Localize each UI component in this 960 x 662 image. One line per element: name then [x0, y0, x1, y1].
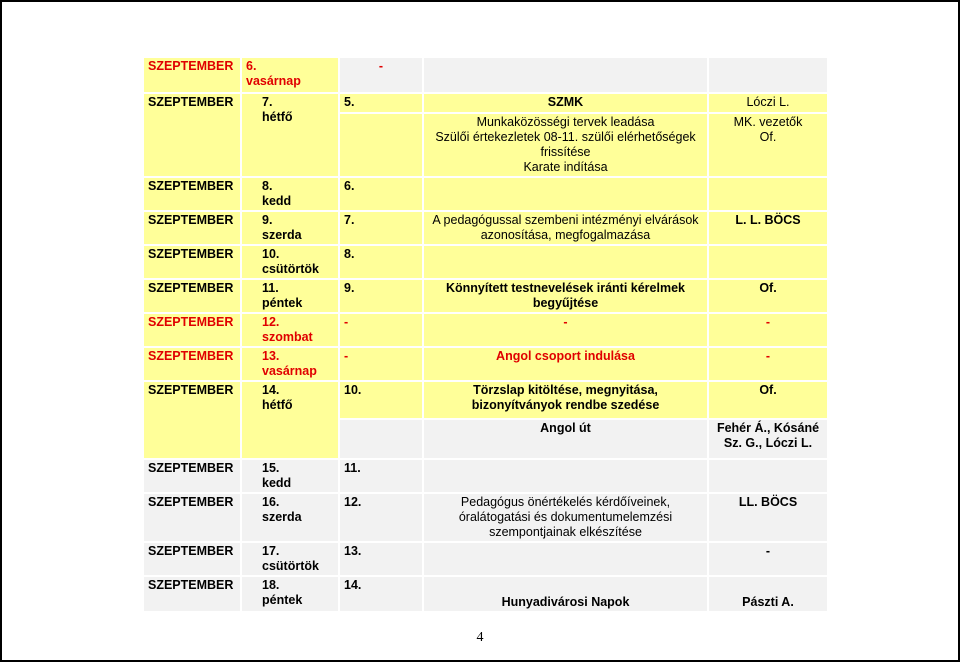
table-row — [144, 58, 827, 92]
responsible-cell: - — [709, 348, 827, 380]
day-cell: 15. kedd — [242, 460, 338, 492]
month-cell: SZEPTEMBER — [144, 494, 240, 541]
responsible-cell: - — [709, 543, 827, 575]
event-cell — [424, 246, 707, 278]
table-row — [144, 460, 827, 492]
event-cell: Könnyített testnevelések iránti kérelmek begyűjtése — [424, 280, 707, 312]
event-cell: Törzslap kitöltése, megnyitása, bizonyítványok rendbe szedése — [424, 382, 707, 418]
number-cell: 13. — [340, 543, 422, 575]
page-number: 4 — [476, 630, 484, 645]
responsible-cell: Pászti A. — [709, 577, 827, 611]
table-row — [144, 314, 827, 346]
table-row — [144, 382, 827, 418]
number-cell: 7. — [340, 212, 422, 244]
month-cell: SZEPTEMBER — [144, 212, 240, 244]
event-cell — [424, 178, 707, 210]
event-cell: SZMK — [424, 94, 707, 112]
day-cell: 8. kedd — [242, 178, 338, 210]
event-cell — [424, 58, 707, 92]
day-cell: 12. szombat — [242, 314, 338, 346]
table-row — [144, 543, 827, 575]
table-row — [144, 212, 827, 244]
number-cell: 8. — [340, 246, 422, 278]
number-cell: 9. — [340, 280, 422, 312]
month-cell: SZEPTEMBER — [144, 348, 240, 380]
number-cell: - — [340, 314, 422, 346]
day-cell: 10. csütörtök — [242, 246, 338, 278]
responsible-cell: Of. — [709, 382, 827, 418]
responsible-cell: Fehér Á., Kósáné Sz. G., Lóczi L. — [709, 420, 827, 458]
responsible-cell — [709, 246, 827, 278]
responsible-cell — [709, 178, 827, 210]
event-cell: A pedagógussal szembeni intézményi elvárások azonosítása, megfogalmazása — [424, 212, 707, 244]
day-cell: 9. szerda — [242, 212, 338, 244]
responsible-cell: Lóczi L. — [709, 94, 827, 112]
table-row — [144, 577, 827, 611]
event-cell — [424, 460, 707, 492]
day-cell: 17. csütörtök — [242, 543, 338, 575]
responsible-cell: - — [709, 314, 827, 346]
table-row — [144, 246, 827, 278]
event-cell: Pedagógus önértékelés kérdőíveinek, óralátogatási és dokumentumelemzési szempontjainak elkészítése — [424, 494, 707, 541]
day-cell: 11. péntek — [242, 280, 338, 312]
number-cell: 12. — [340, 494, 422, 541]
month-cell: SZEPTEMBER — [144, 460, 240, 492]
day-cell: 18. péntek — [242, 577, 338, 611]
day-cell: 7. hétfő — [242, 94, 338, 176]
number-cell — [340, 420, 422, 458]
day-cell: 16. szerda — [242, 494, 338, 541]
month-cell: SZEPTEMBER — [144, 94, 240, 176]
day-cell: 14. hétfő — [242, 382, 338, 458]
event-cell: Hunyadivárosi Napok — [424, 577, 707, 611]
responsible-cell: LL. BÖCS — [709, 494, 827, 541]
table-row — [144, 178, 827, 210]
day-cell: 6. vasárnap — [242, 58, 338, 92]
number-cell: - — [340, 348, 422, 380]
responsible-cell: MK. vezetők Of. — [709, 114, 827, 176]
month-cell: SZEPTEMBER — [144, 314, 240, 346]
table-row — [144, 348, 827, 380]
event-cell: Angol út — [424, 420, 707, 458]
responsible-cell — [709, 460, 827, 492]
table-row — [144, 280, 827, 312]
number-cell: - — [340, 58, 422, 92]
event-cell: - — [424, 314, 707, 346]
table-row — [144, 494, 827, 541]
responsible-cell — [709, 58, 827, 92]
number-cell: 14. — [340, 577, 422, 611]
number-cell — [340, 114, 422, 176]
number-cell: 11. — [340, 460, 422, 492]
event-line: Munkaközösségi tervek leadása Szülői értekezletek 08-11. szülői elérhetőségek frissítése Karate indítása — [435, 115, 696, 174]
responsible-cell: L. L. BÖCS — [709, 212, 827, 244]
table-row — [144, 94, 827, 112]
schedule-table — [142, 56, 829, 613]
number-cell: 5. — [340, 94, 422, 112]
event-cell: Angol csoport indulása — [424, 348, 707, 380]
responsible-cell: Of. — [709, 280, 827, 312]
month-cell: SZEPTEMBER — [144, 246, 240, 278]
month-cell: SZEPTEMBER — [144, 58, 240, 92]
event-cell — [424, 114, 707, 176]
day-cell: 13. vasárnap — [242, 348, 338, 380]
month-cell: SZEPTEMBER — [144, 382, 240, 458]
month-cell: SZEPTEMBER — [144, 543, 240, 575]
month-cell: SZEPTEMBER — [144, 577, 240, 611]
number-cell: 6. — [340, 178, 422, 210]
event-cell — [424, 543, 707, 575]
number-cell: 10. — [340, 382, 422, 418]
month-cell: SZEPTEMBER — [144, 280, 240, 312]
month-cell: SZEPTEMBER — [144, 178, 240, 210]
